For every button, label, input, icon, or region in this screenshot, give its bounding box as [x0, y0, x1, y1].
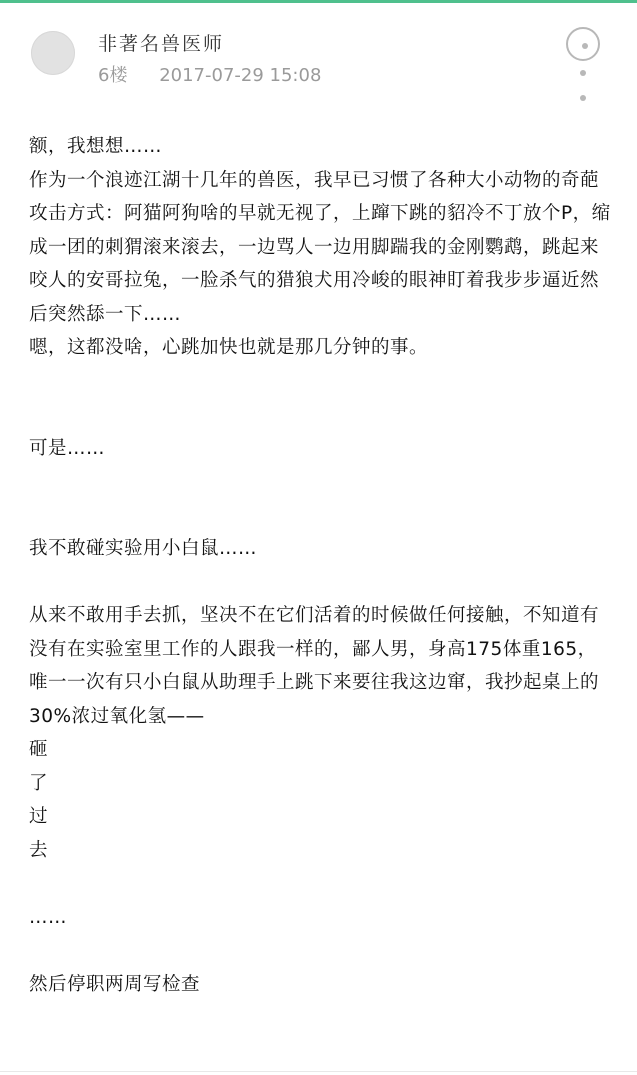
floor-number: 6楼 [98, 65, 128, 86]
post-paragraph: 我不敢碰实验用小白鼠…… [29, 538, 258, 559]
post-paragraph: 然后停职两周写检查 [29, 973, 201, 995]
post-meta [98, 61, 321, 87]
more-dot-icon [582, 43, 588, 49]
bottom-divider [0, 1071, 637, 1072]
more-options-button[interactable] [566, 27, 600, 107]
post-paragraph: 作为一个浪迹江湖十几年的兽医，我早已习惯了各种大小动物的奇葩攻击方式：阿猫阿狗啥的早就无视了，上蹿下跳的貂冷不丁放个P，缩成一团的刺猬滚来滚去，一边骂人一边用脚踹我的金刚鹦鹉，跳起来咬人的安哥拉兔，一脸杀气的猎狼犬用冷峻的眼神盯着我步步逼近然后突然舔一下…… [29, 169, 611, 325]
avatar[interactable] [31, 31, 75, 75]
post-body [29, 130, 614, 1001]
post-header [0, 3, 637, 113]
post-paragraph: 了 [29, 772, 49, 794]
spacer [29, 566, 614, 600]
post-paragraph: 可是…… [29, 437, 106, 459]
post-paragraph: 嗯，这都没啥，心跳加快也就是那几分钟的事。 [29, 337, 429, 358]
post-paragraph: 砸 [29, 739, 49, 760]
post-paragraph: 从来不敢用手去抓，坚决不在它们活着的时候做任何接触，不知道有没有在实验室里工作的人跟我一样的，鄙人男，身高175体重165，唯一一次有只小白鼠从助理手上跳下来要往我这边窜，我抄起桌上的30%浓过氧化氢—— [29, 605, 600, 727]
post-timestamp: 2017-07-29 15:08 [159, 65, 322, 86]
post-paragraph: 额，我想想…… [29, 136, 163, 157]
spacer [29, 934, 614, 968]
spacer [29, 465, 614, 532]
spacer [29, 867, 614, 901]
author-name[interactable]: 非著名兽医师 [98, 33, 225, 55]
post-paragraph: 过 [29, 806, 49, 827]
more-options-icon[interactable] [566, 27, 600, 61]
more-dot-icon [580, 95, 586, 101]
spacer [29, 365, 614, 432]
post-paragraph: …… [29, 906, 67, 928]
more-dot-icon [580, 70, 586, 76]
post-paragraph: 去 [29, 839, 49, 861]
